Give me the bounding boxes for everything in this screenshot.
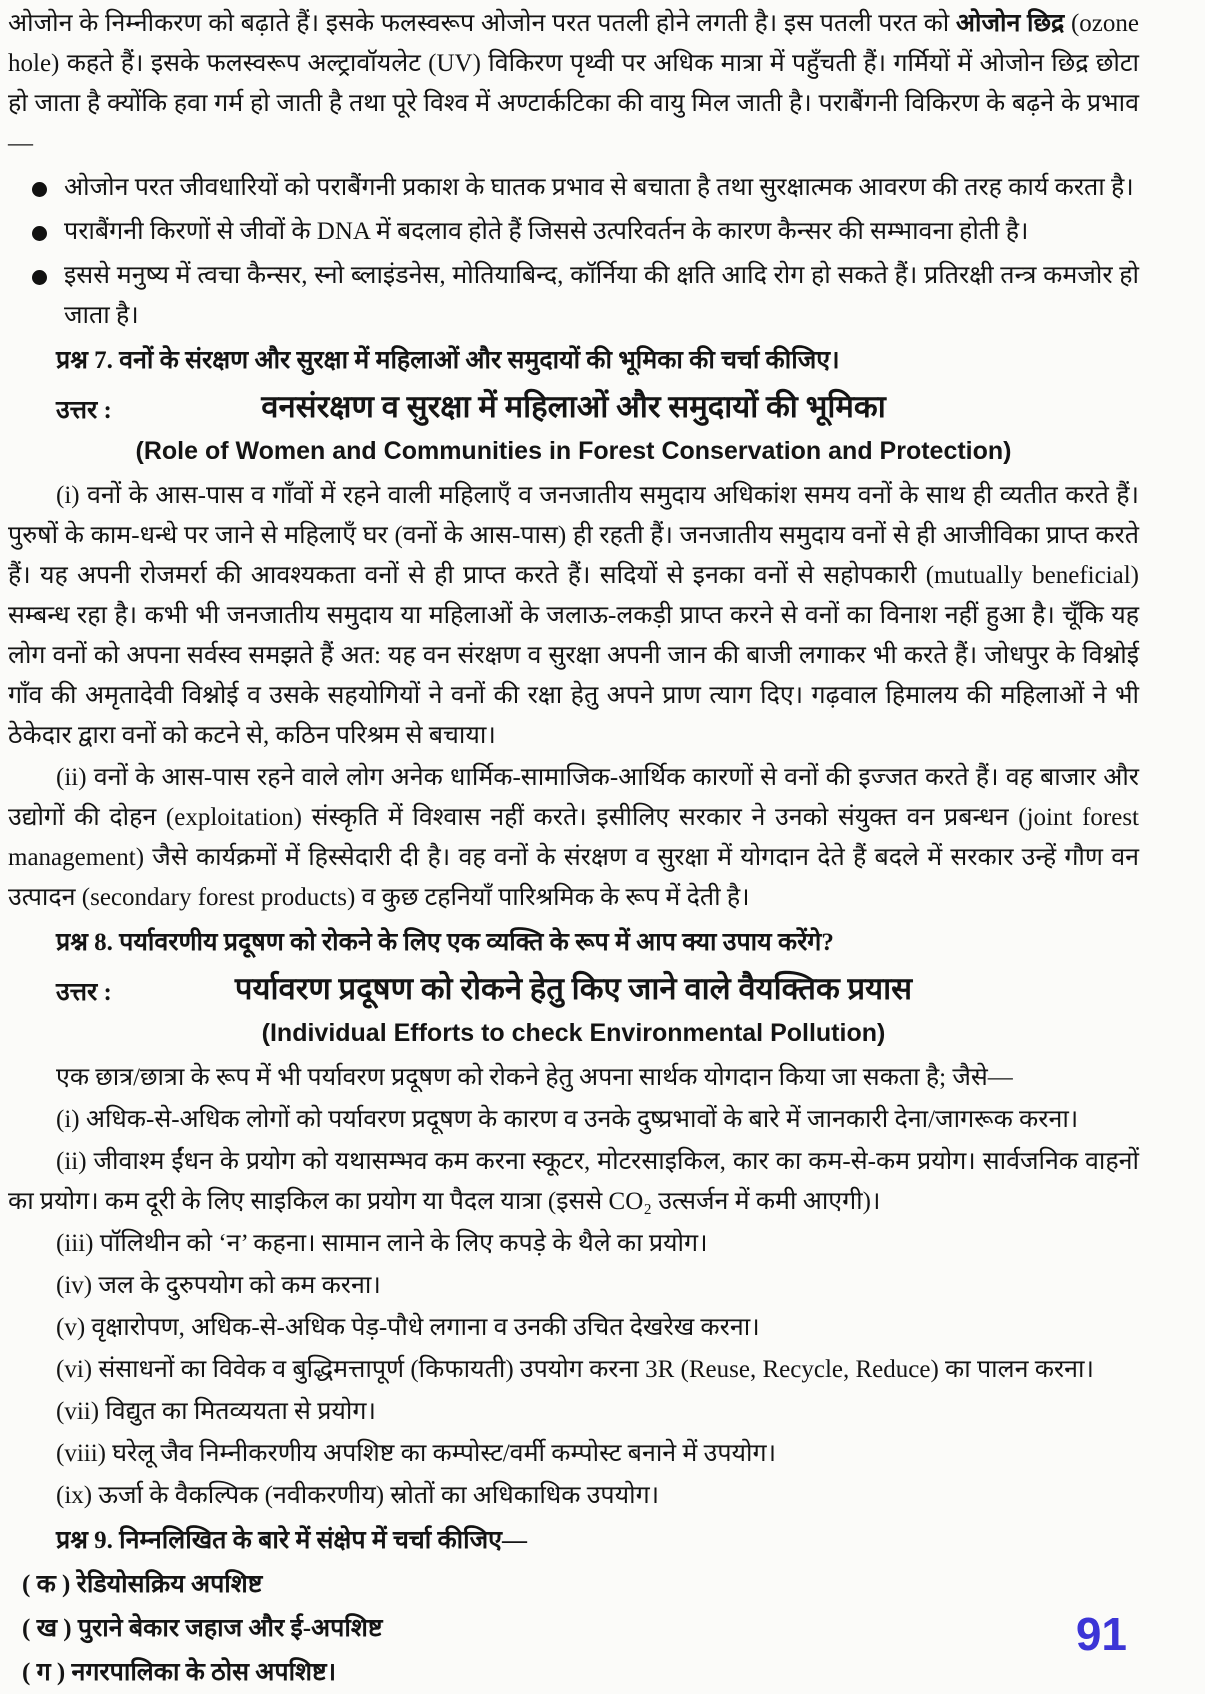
q7-answer-heading-english: (Role of Women and Communities in Forest Conservation and Protection) [135,437,1012,465]
q8-answer-heading-hindi: पर्यावरण प्रदूषण को रोकने हेतु किए जाने वाले वैयक्तिक प्रयास [234,971,913,1006]
q8-intro-line: एक छात्र/छात्रा के रूप में भी पर्यावरण प्रदूषण को रोकने हेतु अपना सार्थक योगदान किया जा सकता है; जैसे— [56,1064,1013,1091]
q7-answer-label: उत्तर : [56,397,112,424]
q7-paragraph-ii: (ii) वनों के आस-पास रहने वाले लोग अनेक धार्मिक-सामाजिक-आर्थिक कारणों से वनों की इज्जत करते हैं। वह बाजार और उद्योगों की दोहन (exploitation) संस्कृति में विश्वास नहीं करते। इसीलिए सरकार ने उनको संयुक्त वन प्रबन्धन (joint forest management) जैसे कार्यक्रमों में हिस्सेदारी दी है। वह वनों के संरक्षण व सुरक्षा में योगदान देते हैं बदले में सरकार उन्हें गौण वन उत्पादन (secondary forest products) व कुछ टहनियाँ पारिश्रमिक के रूप में देती है। [8,764,1139,911]
q8-point [8,1142,1139,1222]
q8-point [8,1308,1139,1348]
bullet-text: ओजोन परत जीवधारियों को पराबैंगनी प्रकाश के घातक प्रभाव से बचाता है तथा सुरक्षात्मक आवरण की तरह कार्य करता है। [64,174,1134,201]
point-label: (viii) [56,1440,106,1467]
point-text: विद्युत का मितव्ययता से प्रयोग। [105,1398,376,1425]
q8-point [8,1350,1139,1390]
point-text: ऊर्जा के वैकल्पिक (नवीकरणीय) स्रोतों का अधिकाधिक उपयोग। [98,1482,660,1509]
q8-answer-label: उत्तर : [56,979,112,1006]
bullet-circle-icon [32,270,47,285]
ozone-paragraph-part2: (ozone hole) कहते हैं। इसके फलस्वरूप अल्ट्रावॉयलेट (UV) विकिरण पृथ्वी पर अधिक मात्रा में पहुँचती हैं। गर्मियों में ओजोन छिद्र छोटा हो जाता है क्योंकि हवा गर्म हो जाती है तथा पूरे विश्व में अण्टार्कटिका की वायु मिल जाती है। पराबैंगनी विकिरण के बढ़ने के प्रभाव— [8,10,1139,157]
point-text: घरेलू जैव निम्नीकरणीय अपशिष्ट का कम्पोस्ट/वर्मी कम्पोस्ट बनाने में उपयोग। [112,1440,777,1467]
bullet-text: पराबैंगनी किरणों से जीवों के DNA में बदलाव होते हैं जिससे उत्परिवर्तन के कारण कैन्सर की सम्भावना होती है। [64,218,1029,245]
bullet-item [8,212,1139,252]
q8-point [8,1100,1139,1140]
q9-option-ka: ( क ) रेडियोसक्रिय अपशिष्ट [22,1571,263,1598]
bullet-circle-icon [32,182,47,197]
point-text: जल के दुरुपयोग को कम करना। [98,1272,381,1299]
point-text: अधिक-से-अधिक लोगों को पर्यावरण प्रदूषण के कारण व उनके दुष्प्रभावों के बारे में जानकारी देना/जागरूक करना। [85,1106,1079,1133]
point-text: संसाधनों का विवेक व बुद्धिमत्तापूर्ण (किफायती) उपयोग करना 3R (Reuse, Recycle, Reduce) का पालन करना। [98,1356,1094,1383]
point-label: (ix) [56,1482,93,1509]
question-8: प्रश्न 8. पर्यावरणीय प्रदूषण को रोकने के लिए एक व्यक्ति के रूप में आप क्या उपाय करेंगे? [56,929,834,956]
page-number: 91 [1075,1608,1127,1660]
point-text: पॉलिथीन को ‘न’ कहना। सामान लाने के लिए कपड़े के थैले का प्रयोग। [99,1230,708,1257]
point-label: (iii) [56,1230,94,1257]
question-7: प्रश्न 7. वनों के संरक्षण और सुरक्षा में महिलाओं और समुदायों की भूमिका की चर्चा कीजिए। [56,347,840,374]
q8-points-list [8,1100,1139,1516]
point-label: (ii) [56,1148,87,1175]
q8-point [8,1392,1139,1432]
q8-point [8,1224,1139,1264]
point-label: (iv) [56,1272,93,1299]
bullet-item [8,256,1139,336]
bullet-item [8,168,1139,208]
ozone-hole-bold-term: ओजोन छिद्र [955,10,1065,37]
point-label: (vii) [56,1398,100,1425]
q8-point [8,1266,1139,1306]
point-text: वृक्षारोपण, अधिक-से-अधिक पेड़-पौधे लगाना व उनकी उचित देखरेख करना। [91,1314,760,1341]
uv-effects-bullet-list [8,168,1139,336]
q7-answer-heading-hindi: वनसंरक्षण व सुरक्षा में महिलाओं और समुदायों की भूमिका [261,389,886,424]
question-9: प्रश्न 9. निम्नलिखित के बारे में संक्षेप में चर्चा कीजिए— [56,1527,528,1554]
point-label: (vi) [56,1356,93,1383]
q8-answer-heading-row [8,966,1139,1014]
point-text: जीवाश्म ईंधन के प्रयोग को यथासम्भव कम करना स्कूटर, मोटरसाइकिल, कार का कम-से-कम प्रयोग। सार्वजनिक वाहनों का प्रयोग। कम दूरी के लिए साइकिल का प्रयोग या पैदल यात्रा (इससे CO₂ उत्सर्जन में कमी आएगी)। [8,1148,1139,1215]
q8-point [8,1476,1139,1516]
q9-option-kha: ( ख ) पुराने बेकार जहाज और ई-अपशिष्ट [22,1615,383,1642]
ozone-paragraph [8,4,1139,164]
point-label: (i) [56,1106,80,1133]
q9-option-ga: ( ग ) नगरपालिका के ठोस अपशिष्ट। [22,1659,337,1686]
q8-answer-heading-english: (Individual Efforts to check Environmental Pollution) [261,1019,886,1047]
q8-point [8,1434,1139,1474]
bullet-text: इससे मनुष्य में त्वचा कैन्सर, स्नो ब्लाइंडनेस, मोतियाबिन्द, कॉर्निया की क्षति आदि रोग हो सकते हैं। प्रतिरक्षी तन्त्र कमजोर हो जाता है। [64,262,1139,329]
q7-answer-heading-row [8,384,1139,432]
q7-paragraph-i: (i) वनों के आस-पास व गाँवों में रहने वाली महिलाएँ व जनजातीय समुदाय अधिकांश समय वनों के साथ ही व्यतीत करते हैं। पुरुषों के काम-धन्धे पर जाने से महिलाएँ घर (वनों के आस-पास) ही रहती हैं। जनजातीय समुदाय वनों से ही आजीविका प्राप्त करते हैं। यह अपनी रोजमर्रा की आवश्यकता वनों से ही प्राप्त करते हैं। सदियों से इनका वनों से सहोपकारी (mutually beneficial) सम्बन्ध रहा है। कभी भी जनजातीय समुदाय या महिलाओं के जलाऊ-लकड़ी प्राप्त करने से वनों का विनाश नहीं हुआ है। चूँकि यह लोग वनों को अपना सर्वस्व समझते हैं अत: यह वन संरक्षण व सुरक्षा अपनी जान की बाजी लगाकर भी करते हैं। जोधपुर के विश्नोई गाँव की अमृतादेवी विश्नोई व उसके सहयोगियों ने वनों की रक्षा हेतु अपने प्राण त्याग दिए। गढ़वाल हिमालय की महिलाओं ने भी ठेकेदार द्वारा वनों को कटने से, कठिन परिश्रम से बचाया। [8,482,1139,749]
ozone-paragraph-part1: ओजोन के निम्नीकरण को बढ़ाते हैं। इसके फलस्वरूप ओजोन परत पतली होने लगती है। इस पतली परत को [8,10,956,37]
bullet-circle-icon [32,226,47,241]
point-label: (v) [56,1314,86,1341]
